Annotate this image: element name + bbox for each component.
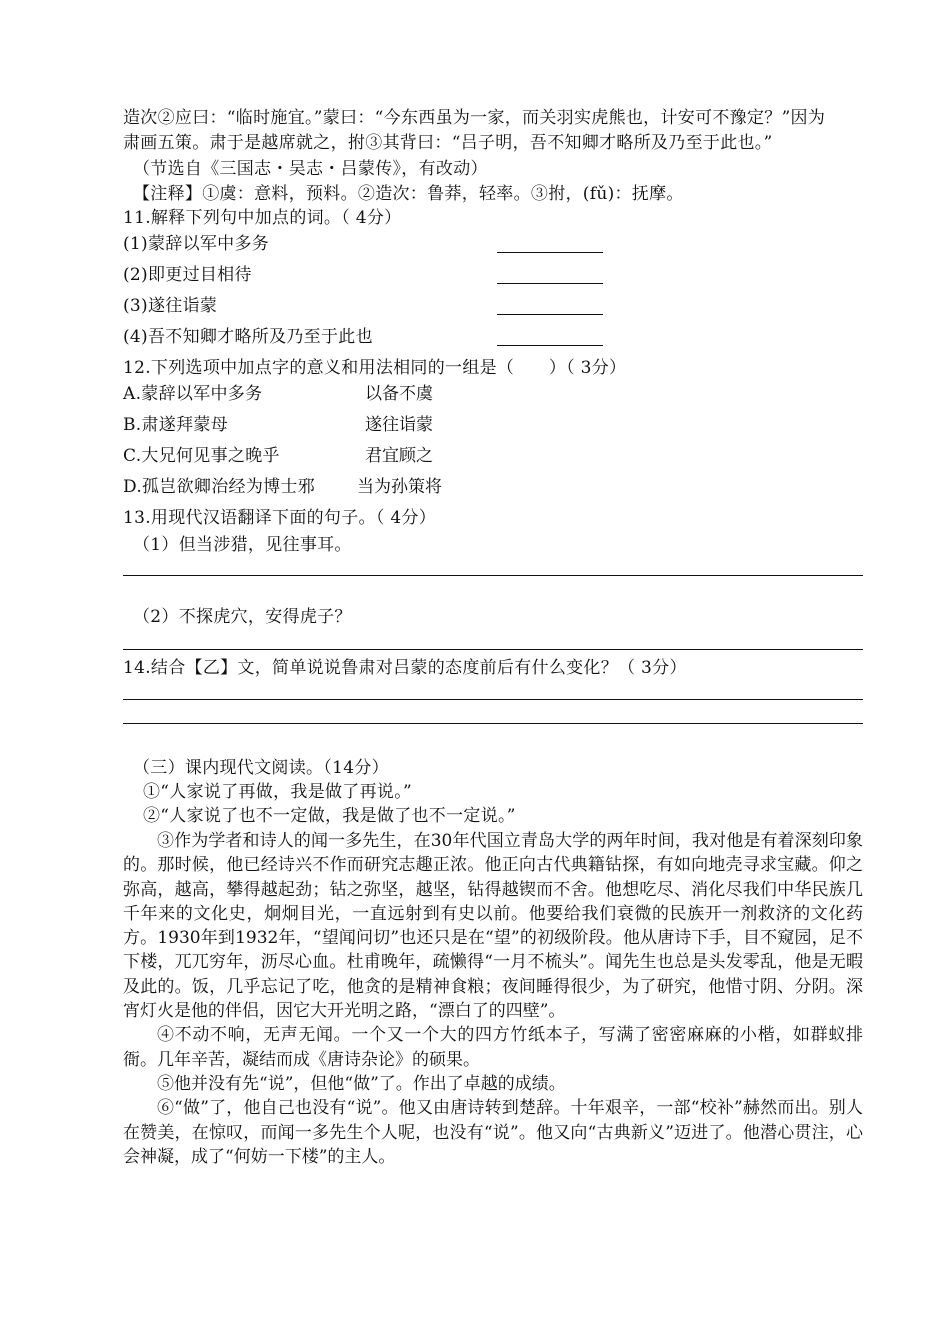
q11-answer-line-2[interactable] [497, 283, 603, 284]
q12-option-b: B.肃遂拜蒙母 [123, 415, 228, 435]
paragraph-1: ①“人家说了再做，我是做了再说。” [143, 782, 412, 802]
q11-answer-line-1[interactable] [497, 252, 603, 253]
q11-answer-line-4[interactable] [497, 345, 603, 346]
annotation-note: 【注释】①虞：意料，预料。②造次：鲁莽，轻率。③拊，(fǔ)：抚摩。 [133, 184, 684, 204]
paragraph-3: ③作为学者和诗人的闻一多先生，在30年代国立青岛大学的两年时间，我对他是有着深刻印象的。那时候，他已经诗兴不作而研究志趣正浓。他正向古代典籍钻探，有如向地壳寻求宝藏。仰之弥高，越高，攀得越起劲；钻之弥坚，越坚，钻得越锲而不舍。他想吃尽、消化尽我们中华民族几千年来的文化史，炯炯目光，一直远射到有史以前。他要给我们衰微的民族开一剂救济的文化药方。1930年到1932年，“望闻问切”也还只是在“望”的初级阶段。他从唐诗下手，目不窥园，足不下楼，兀兀穷年，沥尽心血。杜甫晚年，疏懒得“一月不梳头”。闻先生也总是头发零乱，他是无暇及此的。饭，几乎忘记了吃，他贪的是精神食粮；夜间睡得很少，为了研究，他惜寸阴、分阴。深宵灯火是他的伴侣，因它大开光明之路，“漂白了的四壁”。 [123, 831, 863, 1022]
q11-item-2: (2)即更过目相待 [123, 265, 252, 285]
q11-item-1: (1)蒙辞以军中多务 [123, 234, 270, 254]
passage-line-2: 肃画五策。肃于是越席就之，拊③其背曰：“吕子明，吾不知卿才略所及乃至于此也。” [123, 133, 773, 153]
q12-option-c-compare: 君宜顾之 [365, 446, 433, 466]
q13-answer-line-2[interactable] [123, 649, 863, 650]
q13-answer-line-1[interactable] [123, 575, 863, 576]
q14-answer-line-1[interactable] [123, 699, 863, 700]
paragraph-2: ②“人家说了也不一定做，我是做了也不一定说。” [143, 806, 516, 826]
q12-option-b-compare: 遂往诣蒙 [365, 415, 433, 435]
source-citation: （节选自《三国志・吴志・吕蒙传》，有改动） [133, 159, 488, 179]
q11-item-3: (3)遂往诣蒙 [123, 296, 218, 316]
q12-option-a: A.蒙辞以军中多务 [123, 384, 263, 404]
q11-answer-line-3[interactable] [497, 314, 603, 315]
q14-answer-line-2[interactable] [123, 723, 863, 724]
section3-heading: （三）课内现代文阅读。（14分） [133, 758, 389, 778]
q11-title: 11.解释下列句中加点的词。（ 4分） [123, 208, 402, 228]
paragraph-5: ⑤他并没有先“说”，但他“做”了。作出了卓越的成绩。 [157, 1073, 566, 1094]
q14-title: 14.结合【乙】文，简单说说鲁肃对吕蒙的态度前后有什么变化？（ 3分） [123, 658, 687, 678]
q12-option-d-compare: 当为孙策将 [357, 477, 442, 497]
article-body [123, 829, 863, 1169]
q12-option-c: C.大兄何见事之晚乎 [123, 446, 280, 466]
paragraph-6: ⑥“做”了，他自己也没有“说”。他又由唐诗转到楚辞。十年艰辛，一部“校补”赫然而出。别人在赞美，在惊叹，而闻一多先生个人呢，也没有“说”。他又向“古典新义”迈进了。他潜心贯注，心会神凝，成了“何妨一下楼”的主人。 [123, 1098, 863, 1167]
q12-title: 12.下列选项中加点字的意义和用法相同的一组是（ ）（ 3分） [123, 358, 627, 378]
passage-line-1: 造次②应曰：“临时施宜。”蒙曰：“今东西虽为一家，而关羽实虎熊也，计安可不豫定？”因为 [123, 108, 826, 128]
q12-option-d: D.孤岂欲卿治经为博士邪 [123, 477, 316, 497]
q12-option-a-compare: 以备不虞 [365, 384, 433, 404]
paragraph-4: ④不动不响，无声无闻。一个又一个大的四方竹纸本子，写满了密密麻麻的小楷，如群蚁排衙。几年辛苦，凝结而成《唐诗杂论》的硕果。 [123, 1025, 863, 1070]
q13-title: 13.用现代汉语翻译下面的句子。（ 4分） [123, 508, 437, 528]
q11-item-4: (4)吾不知卿才略所及乃至于此也 [123, 327, 373, 347]
q13-sentence-2: （2）不探虎穴，安得虎子？ [133, 607, 352, 627]
q13-sentence-1: （1）但当涉猎，见往事耳。 [133, 535, 352, 555]
